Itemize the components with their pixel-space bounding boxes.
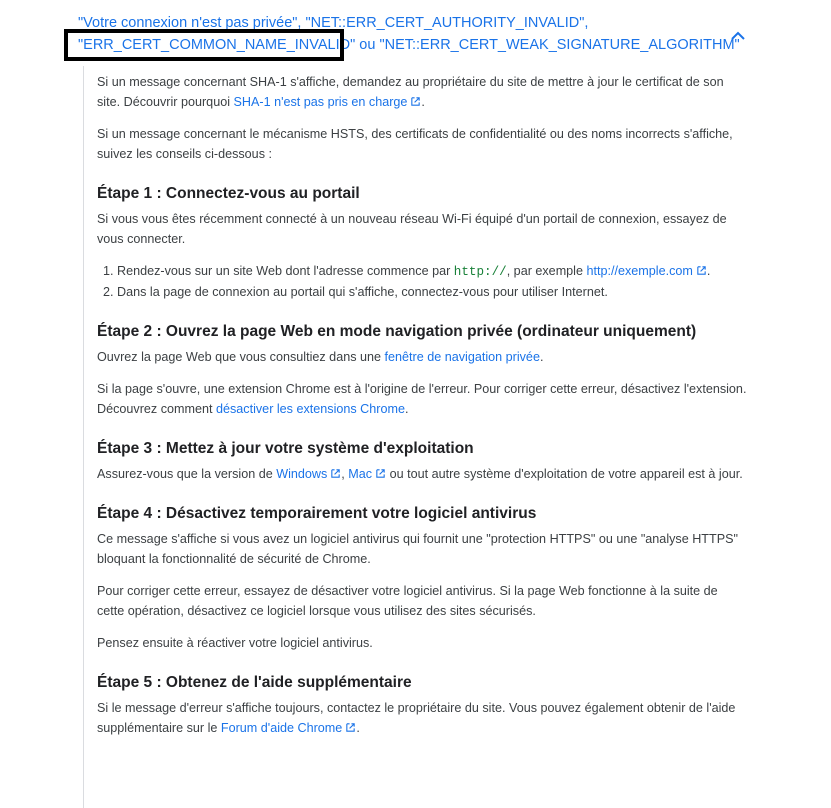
chevron-up-icon[interactable] bbox=[728, 28, 748, 44]
step2-paragraph-2 bbox=[97, 379, 747, 419]
exemple-link[interactable]: http://exemple.com bbox=[586, 264, 693, 278]
step3-separator: , bbox=[341, 467, 349, 481]
step4-paragraph-1: Ce message s'affiche si vous avez un logiciel antivirus qui fournit une "protection HTTPS" ou une "analyse HTTPS" bloquant la fonctionnalité de sécurité de Chrome. bbox=[97, 532, 738, 566]
external-link-icon[interactable] bbox=[696, 265, 707, 276]
http-code: http:// bbox=[453, 265, 507, 279]
step1-li1-text: Rendez-vous sur un site Web dont l'adresse commence par bbox=[117, 264, 454, 278]
step4-title: Étape 4 : Désactivez temporairement votre logiciel antivirus bbox=[97, 505, 537, 522]
intro-sha1-text: Si un message concernant SHA-1 s'affiche, demandez au propriétaire du site de mettre à jour le certificat de son site. Découvrir pourquoi bbox=[97, 75, 724, 109]
chrome-forum-link[interactable]: Forum d'aide Chrome bbox=[220, 721, 343, 735]
external-link-icon[interactable] bbox=[345, 722, 356, 733]
step2-paragraph-1 bbox=[97, 347, 747, 367]
external-link-icon[interactable] bbox=[375, 468, 386, 479]
step2-p2-text: Si la page s'ouvre, une extension Chrome est à l'origine de l'erreur. Pour corriger cette erreur, désactivez l'extension. Découvrez comment bbox=[97, 382, 747, 416]
disable-extensions-link[interactable]: désactiver les extensions Chrome bbox=[215, 402, 405, 416]
step3-text: Assurez-vous que la version de bbox=[97, 467, 277, 481]
step1-li1-mid: , par exemple bbox=[506, 264, 587, 278]
intro-sha1-paragraph bbox=[97, 72, 747, 112]
step5-title: Étape 5 : Obtenez de l'aide supplémentaire bbox=[97, 674, 412, 691]
step3-paragraph bbox=[97, 464, 747, 484]
intro-sha1-end: . bbox=[421, 95, 425, 109]
step1-list bbox=[97, 261, 747, 302]
step1-list-item-2: 2. Dans la page de connexion au portail qui s'affiche, connectez-vous pour utiliser Internet. bbox=[117, 282, 747, 302]
step5-text: Si le message d'erreur s'affiche toujours, contactez le propriétaire du site. Vous pouvez également obtenir de l'aide supplémentaire sur le bbox=[97, 701, 736, 735]
highlight-box bbox=[64, 29, 344, 61]
external-link-icon[interactable] bbox=[410, 96, 421, 107]
step5-paragraph bbox=[97, 698, 747, 738]
accordion-content bbox=[97, 72, 747, 738]
step4-paragraph-3: Pensez ensuite à réactiver votre logiciel antivirus. bbox=[97, 636, 373, 650]
intro-hsts-paragraph: Si un message concernant le mécanisme HSTS, des certificats de confidentialité ou des noms incorrects s'affiche, suivez les conseils ci-dessous : bbox=[97, 127, 733, 161]
step2-title: Étape 2 : Ouvrez la page Web en mode navigation privée (ordinateur uniquement) bbox=[97, 323, 697, 340]
header-line-1[interactable]: "Votre connexion n'est pas privée", "NET::ERR_CERT_AUTHORITY_INVALID", bbox=[78, 15, 589, 31]
step1-title: Étape 1 : Connectez-vous au portail bbox=[97, 185, 360, 202]
step3-title: Étape 3 : Mettez à jour votre système d'exploitation bbox=[97, 440, 474, 457]
external-link-icon[interactable] bbox=[330, 468, 341, 479]
step1-li1-end: . bbox=[706, 264, 711, 278]
step5-end: . bbox=[356, 721, 360, 735]
step2-p1-end: . bbox=[539, 350, 544, 364]
header-line-2-rest[interactable]: ou "NET::ERR_CERT_WEAK_SIGNATURE_ALGORITHM" bbox=[355, 37, 740, 53]
step2-p2-end: . bbox=[404, 402, 409, 416]
step1-paragraph: Si vous vous êtes récemment connecté à un nouveau réseau Wi-Fi équipé d'un portail de connexion, essayez de vous connecter. bbox=[97, 212, 727, 246]
step3-end: ou tout autre système d'exploitation de votre appareil est à jour. bbox=[386, 467, 743, 481]
mac-link[interactable]: Mac bbox=[348, 467, 373, 481]
header-highlighted-error[interactable]: "ERR_CERT_COMMON_NAME_INVALID" bbox=[78, 37, 356, 53]
step2-p1-text: Ouvrez la page Web que vous consultiez dans une bbox=[97, 350, 385, 364]
sha1-link[interactable]: SHA-1 n'est pas pris en charge bbox=[233, 95, 408, 109]
private-window-link[interactable]: fenêtre de navigation privée bbox=[384, 350, 540, 364]
windows-link[interactable]: Windows bbox=[276, 467, 328, 481]
step4-paragraph-2: Pour corriger cette erreur, essayez de désactiver votre logiciel antivirus. Si la page Web fonctionne à la suite de cette opération, désactivez ce logiciel lorsque vous utilisez des sites sécurisés. bbox=[97, 584, 718, 618]
accordion-rail bbox=[83, 66, 84, 808]
step1-list-item-1 bbox=[117, 261, 747, 282]
